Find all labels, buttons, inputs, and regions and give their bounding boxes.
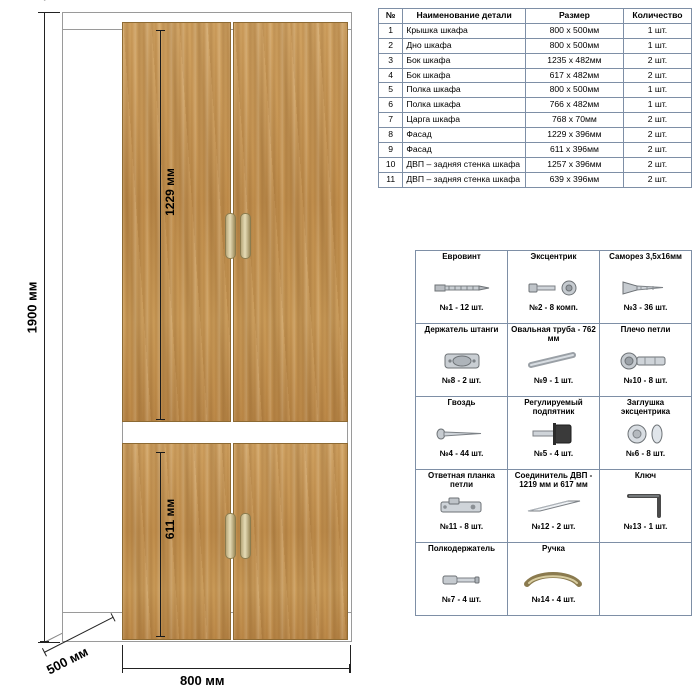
hardware-row [416, 397, 692, 470]
hardware-cell-allen-key [600, 470, 692, 543]
cell-qty: 1 шт. [623, 23, 691, 38]
cell-num: 2 [379, 38, 403, 53]
cell-size: 800 х 500мм [525, 83, 623, 98]
cell-num: 3 [379, 53, 403, 68]
hardware-qty: №3 - 36 шт. [623, 303, 668, 312]
cell-name: Бок шкафа [403, 53, 526, 68]
table-row [379, 142, 692, 157]
cell-qty: 2 шт. [623, 142, 691, 157]
cell-num: 8 [379, 128, 403, 143]
table-row [379, 83, 692, 98]
handle-lower-right [240, 513, 251, 559]
handle-upper-left [225, 213, 236, 259]
width-dimension-tick-right [350, 645, 351, 673]
rod-holder-icon [418, 346, 505, 376]
hardware-row [416, 543, 692, 616]
cell-name: Царга шкафа [403, 113, 526, 128]
upper-door-dimension-label: 1229 мм [163, 168, 177, 216]
hardware-title: Эксцентрик [530, 252, 577, 261]
hardware-cell-cam-lock [508, 251, 600, 324]
cell-num: 5 [379, 83, 403, 98]
cell-qty: 1 шт. [623, 38, 691, 53]
allen-key-icon [602, 492, 689, 522]
hardware-cell-adjustable-foot [508, 397, 600, 470]
cell-size: 800 х 500мм [525, 23, 623, 38]
handle-icon [510, 565, 597, 595]
hardware-qty: №9 - 1 шт. [533, 376, 574, 385]
height-dimension-label: 1900 мм [24, 281, 40, 334]
col-header-name: Наименование детали [403, 9, 526, 24]
hardware-title: Регулируемый подпятник [524, 398, 583, 416]
parts-table [378, 8, 692, 188]
cell-num: 11 [379, 172, 403, 187]
hardware-qty: №10 - 8 шт. [623, 376, 668, 385]
cell-name: ДВП – задняя стенка шкафа [403, 157, 526, 172]
hardware-title: Ручка [542, 544, 565, 553]
cell-size: 766 х 482мм [525, 98, 623, 113]
table-row [379, 53, 692, 68]
cell-qty: 2 шт. [623, 128, 691, 143]
cell-qty: 2 шт. [623, 53, 691, 68]
cell-num: 7 [379, 113, 403, 128]
cell-num: 10 [379, 157, 403, 172]
hardware-title: Гвоздь [447, 398, 476, 407]
cell-num: 1 [379, 23, 403, 38]
cell-name: Полка шкафа [403, 83, 526, 98]
cell-qty: 2 шт. [623, 172, 691, 187]
hardware-cell-shelf-support [416, 543, 508, 616]
hardware-cell-hinge-arm [600, 324, 692, 397]
hardware-cell-euro-screw [416, 251, 508, 324]
cam-cap-icon [602, 419, 689, 449]
cell-name: Дно шкафа [403, 38, 526, 53]
hardware-qty: №14 - 4 шт. [531, 595, 576, 604]
self-tapping-screw-icon [602, 273, 689, 303]
hardware-title: Евровинт [442, 252, 481, 261]
hardware-cell-hinge-plate [416, 470, 508, 543]
hardware-qty: №8 - 2 шт. [441, 376, 482, 385]
hardware-title: Ответная планка петли [427, 471, 496, 489]
table-row [379, 157, 692, 172]
col-header-qty: Количество [623, 9, 691, 24]
cell-size: 1257 х 396мм [525, 157, 623, 172]
hardware-cell-empty [600, 543, 692, 616]
oval-tube-icon [510, 346, 597, 376]
upper-door-dimension-line [160, 30, 161, 420]
empty-icon [602, 565, 689, 595]
cell-num: 4 [379, 68, 403, 83]
hardware-row [416, 324, 692, 397]
hardware-title: Заглушка эксцентрика [620, 398, 671, 416]
table-row [379, 98, 692, 113]
table-row [379, 128, 692, 143]
handle-lower-left [225, 513, 236, 559]
table-row [379, 68, 692, 83]
hinge-plate-icon [418, 492, 505, 522]
hardware-list [415, 250, 692, 616]
euro-screw-icon [418, 273, 505, 303]
hardware-cell-self-tapping-screw [600, 251, 692, 324]
table-row [379, 113, 692, 128]
hardware-title: Держатель штанги [424, 325, 499, 334]
cell-size: 1229 х 396мм [525, 128, 623, 143]
hardware-row [416, 251, 692, 324]
hardware-qty: №7 - 4 шт. [441, 595, 482, 604]
lower-door-dimension-line [160, 452, 161, 637]
hardware-title: Соединитель ДВП - 1219 мм и 617 мм [514, 471, 593, 489]
lower-door-dimension-label: 611 мм [163, 498, 177, 540]
cell-qty: 2 шт. [623, 68, 691, 83]
hardware-title: Полкодержатель [427, 544, 496, 553]
cell-size: 800 х 500мм [525, 38, 623, 53]
height-dimension-tick-bottom [38, 642, 60, 643]
cell-name: Крышка шкафа [403, 23, 526, 38]
hardware-cell-oval-tube [508, 324, 600, 397]
hardware-title: Ключ [634, 471, 657, 480]
hardware-title: Овальная труба - 762 мм [511, 325, 596, 343]
cell-name: Бок шкафа [403, 68, 526, 83]
hardware-cell-hdf-connector [508, 470, 600, 543]
cell-size: 1235 х 482мм [525, 53, 623, 68]
table-row [379, 38, 692, 53]
hardware-qty: №13 - 1 шт. [623, 522, 668, 531]
shelf-support-icon [418, 565, 505, 595]
col-header-size: Размер [525, 9, 623, 24]
cell-name: ДВП – задняя стенка шкафа [403, 172, 526, 187]
hardware-qty: №4 - 44 шт. [439, 449, 484, 458]
width-dimension-line [122, 668, 350, 669]
hardware-qty: №6 - 8 шт. [625, 449, 666, 458]
hardware-title [602, 545, 689, 565]
hardware-qty: №1 - 12 шт. [439, 303, 484, 312]
hardware-qty: №5 - 4 шт. [533, 449, 574, 458]
cell-qty: 1 шт. [623, 98, 691, 113]
cell-num: 6 [379, 98, 403, 113]
hdf-connector-icon [510, 492, 597, 522]
hardware-cell-handle [508, 543, 600, 616]
hardware-cell-cam-cap [600, 397, 692, 470]
height-dimension-line [44, 12, 45, 642]
perspective-top-edge [44, 0, 62, 1]
hardware-title: Саморез 3,5х16мм [609, 252, 682, 261]
hardware-cell-nail [416, 397, 508, 470]
hardware-cell-rod-holder [416, 324, 508, 397]
table-header-row [379, 9, 692, 24]
cabinet-middle-rail [122, 422, 348, 443]
adjustable-foot-icon [510, 419, 597, 449]
table-row [379, 172, 692, 187]
width-dimension-label: 800 мм [180, 673, 225, 688]
cell-size: 611 х 396мм [525, 142, 623, 157]
cell-size: 617 х 482мм [525, 68, 623, 83]
hinge-arm-icon [602, 346, 689, 376]
cell-name: Полка шкафа [403, 98, 526, 113]
cell-num: 9 [379, 142, 403, 157]
handle-upper-right [240, 213, 251, 259]
depth-dimension-label: 500 мм [44, 643, 91, 678]
cell-qty: 1 шт. [623, 83, 691, 98]
cell-qty: 2 шт. [623, 157, 691, 172]
col-header-num: № [379, 9, 403, 24]
hardware-qty: №2 - 8 комп. [529, 303, 578, 312]
cell-qty: 2 шт. [623, 113, 691, 128]
cam-lock-icon [510, 273, 597, 303]
cell-size: 768 х 70мм [525, 113, 623, 128]
hardware-title: Плечо петли [620, 325, 671, 334]
cell-name: Фасад [403, 128, 526, 143]
hardware-qty: №12 - 2 шт. [531, 522, 576, 531]
table-row [379, 23, 692, 38]
hardware-row [416, 470, 692, 543]
cell-name: Фасад [403, 142, 526, 157]
cell-size: 639 х 396мм [525, 172, 623, 187]
hardware-qty: №11 - 8 шт. [439, 522, 484, 531]
nail-icon [418, 419, 505, 449]
